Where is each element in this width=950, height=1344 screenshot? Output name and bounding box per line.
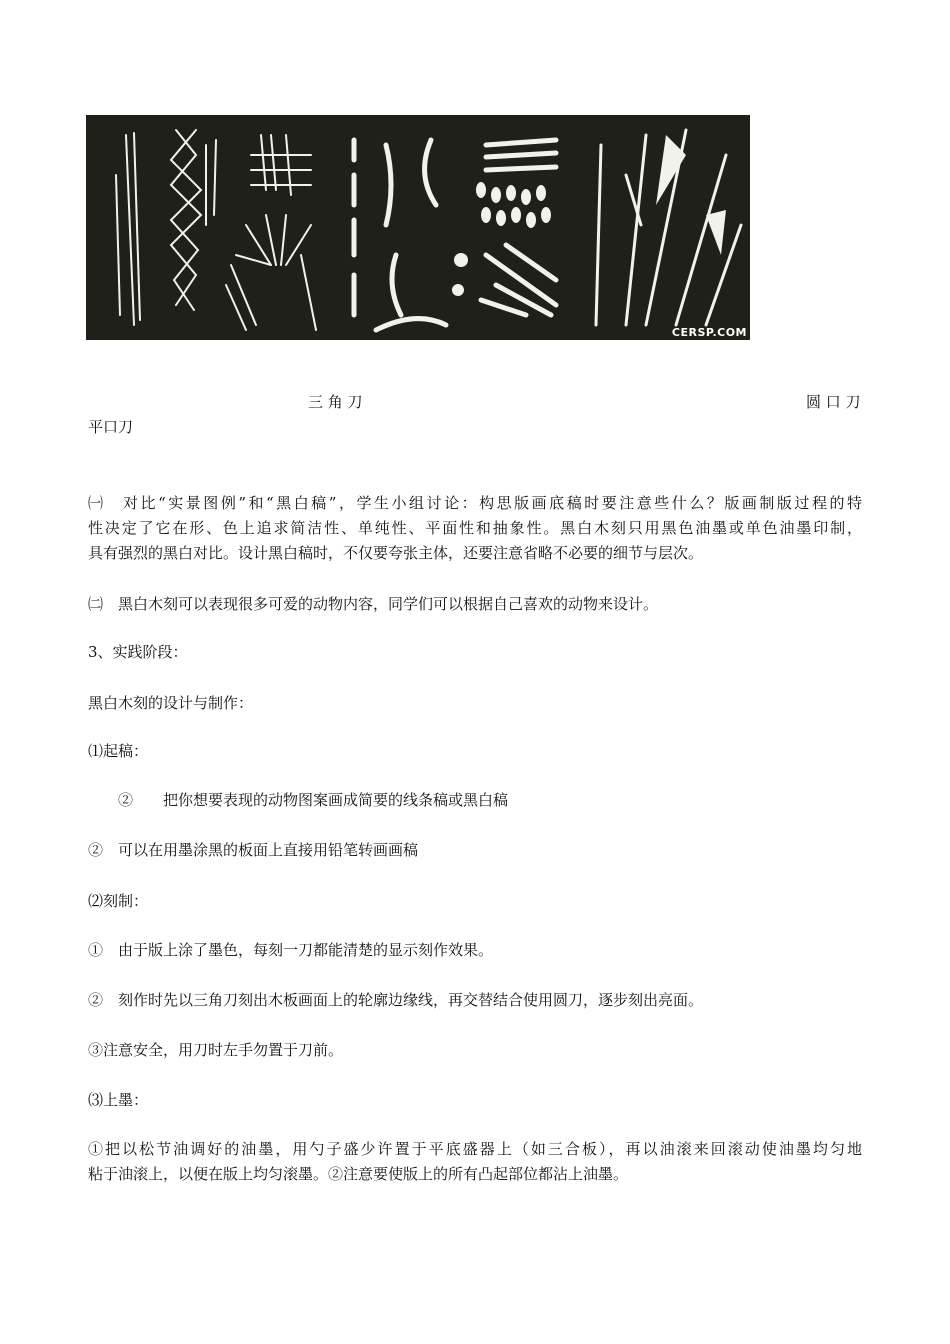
para1-line: 性决定了它在形、色上追求简洁性、单纯性、平面性和抽象性。黑白木刻只用黑色油墨或单色油墨印制， [88, 519, 862, 537]
step1-item: ② 把你想要表现的动物图案画成简要的线条稿或黑白稿 [118, 791, 509, 809]
caption-triangle-knife: 三 角 刀 [308, 393, 363, 411]
woodcut-knife-marks-image [86, 115, 750, 340]
step2-item: ② 刻作时先以三角刀刻出木板画面上的轮廓边缘线，再交替结合使用圆刀，逐步刻出亮面。 [88, 991, 704, 1009]
caption-flat-knife: 平口刀 [88, 418, 134, 436]
step1-title: ⑴起稿： [88, 742, 149, 760]
step3-title: ⑶上墨： [88, 1091, 149, 1109]
knife-marks-illustration [86, 115, 750, 340]
stage3-heading: 3、实践阶段： [88, 643, 188, 661]
para2: ㈡ 黑白木刻可以表现很多可爱的动物内容，同学们可以根据自己喜欢的动物来设计。 [88, 595, 659, 613]
step2-item: ① 由于版上涂了墨色，每刻一刀都能清楚的显示刻作效果。 [88, 941, 494, 959]
caption-round-knife: 圆 口 刀 [806, 393, 861, 411]
step2-title: ⑵刻制： [88, 892, 149, 910]
para1-line: ㈠ 对比“实景图例”和“黑白稿”，学生小组讨论：构思版画底稿时要注意些什么？版画制版过程的特 [88, 494, 862, 512]
step1-item: ② 可以在用墨涂黑的板面上直接用铅笔转画画稿 [88, 841, 419, 859]
step2-item: ③注意安全，用刀时左手勿置于刀前。 [88, 1041, 344, 1059]
step3-line: ①把以松节油调好的油墨，用勺子盛少许置于平底盛器上（如三合板），再以油滚来回滚动使油墨均匀地 [88, 1140, 862, 1158]
watermark: CERSP.COM [671, 326, 747, 339]
step3-line: 粘于油滚上，以便在版上均匀滚墨。②注意要使版上的所有凸起部位都沾上油墨。 [88, 1165, 629, 1183]
para1-line: 具有强烈的黑白对比。设计黑白稿时，不仅要夸张主体，还要注意省略不必要的细节与层次。 [88, 544, 704, 562]
design-title: 黑白木刻的设计与制作： [88, 694, 254, 712]
